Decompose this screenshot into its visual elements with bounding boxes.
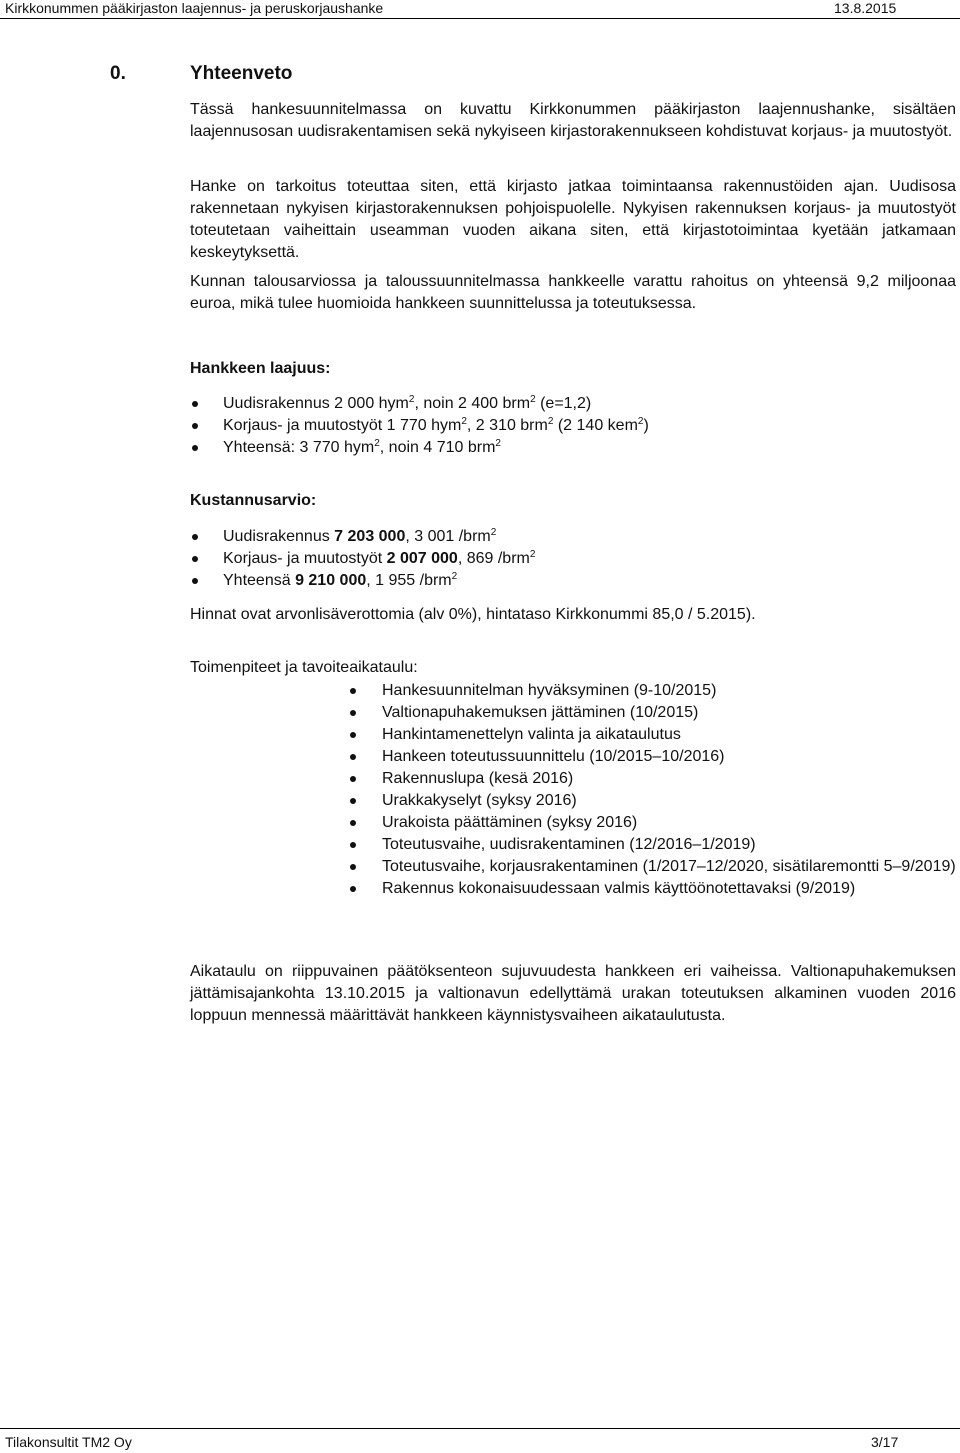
list-item: Korjaus- ja muutostyöt 2 007 000, 869 /brm$^2$ [190, 548, 956, 570]
bullet-icon [192, 556, 198, 562]
list-item: Korjaus- ja muutostyöt 1 770 hym$^2$, 2 310 brm$^2$ (2 140 kem$^2$) [190, 415, 956, 437]
list-item: Uudisrakennus 7 203 000, 3 001 /brm$^2$ [190, 526, 956, 548]
list-item: Urakoista päättäminen (syksy 2016) [190, 812, 956, 834]
document-date: 13.8.2015 [834, 0, 897, 16]
aikataulu-note: Aikataulu on riippuvainen päätöksenteon sujuvuudesta hankkeen eri vaiheissa. Valtionapuhakemuksen jättämisajankohta 13.10.2015 ja valtionavun edellyttämä urakan toteutuksen alkaminen vuoden 2016 loppuun mennessä määrittävät hankkeen käynnistysvaiheen aikataulutusta. [190, 963, 956, 1024]
list-item: Yhteensä 9 210 000, 1 955 /brm$^2$ [190, 570, 956, 592]
list-item: Toteutusvaihe, korjausrakentaminen (1/2017–12/2020, sisätilaremontti 5–9/2019) [190, 856, 956, 878]
kustannus-heading: Kustannusarvio: [190, 492, 317, 509]
bullet-icon [350, 688, 356, 694]
page-header [0, 0, 960, 19]
document-title: Kirkkonummen pääkirjaston laajennus- ja peruskorjaushanke [5, 0, 384, 16]
company-name: Tilakonsultit TM2 Oy [5, 1434, 132, 1450]
section-heading [110, 63, 292, 85]
bullet-icon [350, 710, 356, 716]
list-item: Valtionapuhakemuksen jättäminen (10/2015) [190, 702, 956, 724]
laajuus-list [190, 393, 956, 459]
list-item: Rakennus kokonaisuudessaan valmis käyttöönotettavaksi (9/2019) [190, 878, 956, 900]
bullet-icon [350, 886, 356, 892]
bullet-icon [192, 534, 198, 540]
bullet-icon [192, 401, 198, 407]
bullet-icon [350, 754, 356, 760]
paragraph-3: Kunnan talousarviossa ja taloussuunnitelmassa hankkeelle varattu rahoitus on yhteensä 9,2 miljoonaa euroa, mikä tulee huomioida hankkeen suunnittelussa ja toteutuksessa. [190, 273, 956, 312]
list-item: Yhteensä: 3 770 hym$^2$, noin 4 710 brm$^2$ [190, 437, 956, 459]
bullet-icon [192, 445, 198, 451]
kustannus-list [190, 526, 956, 592]
bullet-icon [350, 776, 356, 782]
kustannus-note: Hinnat ovat arvonlisäverottomia (alv 0%), hintataso Kirkkonummi 85,0 / 5.2015). [190, 606, 756, 623]
bullet-icon [350, 842, 356, 848]
section-title: Yhteenveto [190, 63, 293, 84]
paragraph-1: Tässä hankesuunnitelmassa on kuvattu Kirkkonummen pääkirjaston laajennushanke, sisältäen laajennusosan uudisrakentamisen sekä nykyiseen kirjastorakennukseen kohdistuvat korjaus- ja muutostyöt. [190, 101, 956, 140]
aikataulu-heading: Toimenpiteet ja tavoiteaikataulu: [190, 659, 418, 676]
bullet-icon [350, 864, 356, 870]
laajuus-heading: Hankkeen laajuus: [190, 360, 331, 377]
list-item: Toteutusvaihe, uudisrakentaminen (12/2016–1/2019) [190, 834, 956, 856]
paragraph-2: Hanke on tarkoitus toteuttaa siten, että kirjasto jatkaa toimintaansa rakennustöiden ajan. Uudisosa rakennetaan nykyisen kirjastorakennuksen pohjoispuolelle. Nykyisen rakennuksen korjaus- ja muutostyöt toteutetaan vaiheittain useamman vuoden aikana siten, että kirjastotoimintaa kyetään jatkamaan keskeytyksettä. [190, 178, 956, 261]
list-item: Hankesuunnitelman hyväksyminen (9-10/2015) [190, 680, 956, 702]
bullet-icon [350, 820, 356, 826]
list-item: Rakennuslupa (kesä 2016) [190, 768, 956, 790]
bullet-icon [350, 798, 356, 804]
list-item: Uudisrakennus 2 000 hym$^2$, noin 2 400 brm$^2$ (e=1,2) [190, 393, 956, 415]
list-item: Urakkakyselyt (syksy 2016) [190, 790, 956, 812]
list-item: Hankintamenettelyn valinta ja aikataulutus [190, 724, 956, 746]
page-number: 3/17 [871, 1434, 899, 1450]
bullet-icon [192, 423, 198, 429]
aikataulu-list [190, 680, 956, 900]
list-item: Hankeen toteutussuunnittelu (10/2015–10/2016) [190, 746, 956, 768]
bullet-icon [192, 578, 198, 584]
page-footer [0, 1428, 960, 1452]
section-number: 0. [110, 63, 126, 84]
bullet-icon [350, 732, 356, 738]
